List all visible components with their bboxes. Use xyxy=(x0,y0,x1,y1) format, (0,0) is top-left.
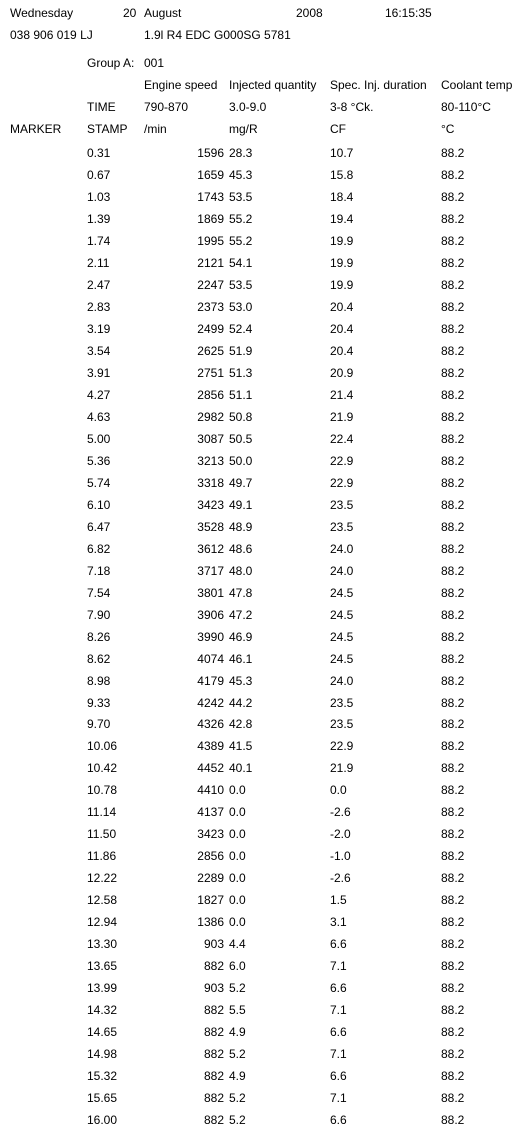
engine-speed-cell: 2289 xyxy=(197,871,224,886)
table-row xyxy=(0,474,520,496)
time-stamp-cell: 6.82 xyxy=(87,541,111,556)
group-value: 001 xyxy=(144,56,165,70)
time-stamp-cell: 8.62 xyxy=(87,651,111,666)
table-row xyxy=(0,847,520,869)
engine-info: 1.9l R4 EDC G000SG 5781 xyxy=(144,28,291,42)
time-stamp-cell: 9.70 xyxy=(87,717,111,732)
injected-qty-cell: 5.5 xyxy=(229,1003,246,1018)
col-inj-duration-unit: CF xyxy=(330,122,346,136)
stamp-header: STAMP xyxy=(87,122,128,136)
coolant-temp-cell: 88.2 xyxy=(441,1003,465,1018)
time-stamp-cell: 13.30 xyxy=(87,937,118,952)
injected-qty-cell: 5.2 xyxy=(229,1047,246,1062)
injected-qty-cell: 40.1 xyxy=(229,761,253,776)
injected-qty-cell: 45.3 xyxy=(229,673,253,688)
injected-qty-cell: 42.8 xyxy=(229,717,253,732)
time-stamp-cell: 5.74 xyxy=(87,475,111,490)
injected-qty-cell: 4.9 xyxy=(229,1069,246,1084)
time-stamp-cell: 14.65 xyxy=(87,1025,118,1040)
time-stamp-cell: 7.90 xyxy=(87,607,111,622)
inj-duration-cell: 24.0 xyxy=(330,541,354,556)
time-stamp-cell: 0.31 xyxy=(87,146,111,160)
table-row xyxy=(0,803,520,825)
engine-speed-cell: 2499 xyxy=(197,321,224,336)
time-stamp-cell: 13.99 xyxy=(87,981,118,996)
injected-qty-cell: 48.6 xyxy=(229,541,253,556)
inj-duration-cell: 20.9 xyxy=(330,365,354,380)
coolant-temp-cell: 88.2 xyxy=(441,849,465,864)
coolant-temp-cell: 88.2 xyxy=(441,871,465,886)
table-row xyxy=(0,1001,520,1023)
injected-qty-cell: 0.0 xyxy=(229,783,246,798)
inj-duration-cell: 0.0 xyxy=(330,783,347,798)
table-row xyxy=(0,672,520,694)
coolant-temp-cell: 88.2 xyxy=(441,937,465,952)
table-row xyxy=(0,891,520,913)
engine-speed-cell: 2373 xyxy=(197,299,224,314)
coolant-temp-cell: 88.2 xyxy=(441,233,465,248)
table-row xyxy=(0,1023,520,1045)
engine-speed-cell: 3906 xyxy=(197,607,224,622)
col-injected-qty-name: Injected quantity xyxy=(229,78,317,92)
injected-qty-cell: 49.7 xyxy=(229,475,253,490)
time-stamp-cell: 1.03 xyxy=(87,189,111,204)
injected-qty-cell: 51.9 xyxy=(229,343,253,358)
engine-speed-cell: 2982 xyxy=(197,409,224,424)
engine-speed-cell: 3213 xyxy=(197,453,224,468)
engine-speed-cell: 4410 xyxy=(197,783,224,798)
coolant-temp-cell: 88.2 xyxy=(441,629,465,644)
coolant-temp-cell: 88.2 xyxy=(441,915,465,930)
injected-qty-cell: 46.9 xyxy=(229,629,253,644)
engine-speed-cell: 2625 xyxy=(197,343,224,358)
inj-duration-cell: 20.4 xyxy=(330,299,354,314)
col-injected-qty-spec: 3.0-9.0 xyxy=(229,100,267,114)
coolant-temp-cell: 88.2 xyxy=(441,651,465,666)
table-row xyxy=(0,144,520,166)
table-row xyxy=(0,869,520,891)
engine-speed-cell: 3612 xyxy=(197,541,224,556)
engine-speed-cell: 3423 xyxy=(197,497,224,512)
inj-duration-cell: 24.5 xyxy=(330,629,354,644)
engine-speed-cell: 2247 xyxy=(197,277,224,292)
time-stamp-cell: 13.65 xyxy=(87,959,118,974)
time-stamp-cell: 4.27 xyxy=(87,387,111,402)
engine-speed-cell: 3801 xyxy=(197,585,224,600)
injected-qty-cell: 4.9 xyxy=(229,1025,246,1040)
engine-speed-cell: 903 xyxy=(203,937,224,952)
coolant-temp-cell: 88.2 xyxy=(441,519,465,534)
table-row xyxy=(0,1089,520,1111)
table-row xyxy=(0,584,520,606)
coolant-temp-cell: 88.2 xyxy=(441,805,465,820)
table-row xyxy=(0,1111,520,1133)
coolant-temp-cell: 88.2 xyxy=(441,167,465,182)
coolant-temp-cell: 88.2 xyxy=(441,827,465,842)
coolant-temp-cell: 88.2 xyxy=(441,387,465,402)
coolant-temp-cell: 88.2 xyxy=(441,1069,465,1084)
inj-duration-cell: 23.5 xyxy=(330,695,354,710)
injected-qty-cell: 48.0 xyxy=(229,563,253,578)
col-engine-speed-spec: 790-870 xyxy=(144,100,189,114)
inj-duration-cell: -2.0 xyxy=(330,827,351,842)
inj-duration-cell: 22.9 xyxy=(330,453,354,468)
inj-duration-cell: -1.0 xyxy=(330,849,351,864)
injected-qty-cell: 0.0 xyxy=(229,805,246,820)
table-row xyxy=(0,166,520,188)
group-label: Group A: xyxy=(87,56,135,70)
time-stamp-cell: 16.00 xyxy=(87,1113,118,1128)
inj-duration-cell: 23.5 xyxy=(330,717,354,732)
engine-speed-cell: 4452 xyxy=(197,761,224,776)
table-row xyxy=(0,518,520,540)
time-stamp-cell: 2.83 xyxy=(87,299,111,314)
table-row xyxy=(0,650,520,672)
coolant-temp-cell: 88.2 xyxy=(441,673,465,688)
col-injected-qty-unit: mg/R xyxy=(229,122,258,136)
table-row xyxy=(0,935,520,957)
table-row xyxy=(0,364,520,386)
time-stamp-cell: 11.86 xyxy=(87,849,117,864)
coolant-temp-cell: 88.2 xyxy=(441,1047,465,1062)
table-row xyxy=(0,188,520,210)
time-stamp-cell: 6.10 xyxy=(87,497,111,512)
injected-qty-cell: 6.0 xyxy=(229,959,246,974)
coolant-temp-cell: 88.2 xyxy=(441,146,465,160)
inj-duration-cell: 6.6 xyxy=(330,1025,347,1040)
coolant-temp-cell: 88.2 xyxy=(441,563,465,578)
injected-qty-cell: 46.1 xyxy=(229,651,253,666)
coolant-temp-cell: 88.2 xyxy=(441,277,465,292)
injected-qty-cell: 0.0 xyxy=(229,849,246,864)
coolant-temp-cell: 88.2 xyxy=(441,761,465,776)
coolant-temp-cell: 88.2 xyxy=(441,981,465,996)
inj-duration-cell: 19.9 xyxy=(330,277,354,292)
inj-duration-cell: 1.5 xyxy=(330,893,347,908)
table-row xyxy=(0,957,520,979)
time-stamp-cell: 3.19 xyxy=(87,321,111,336)
coolant-temp-cell: 88.2 xyxy=(441,717,465,732)
engine-speed-cell: 3318 xyxy=(197,475,224,490)
table-row xyxy=(0,715,520,737)
inj-duration-cell: 24.5 xyxy=(330,607,354,622)
time-stamp-cell: 1.39 xyxy=(87,211,111,226)
table-row xyxy=(0,276,520,298)
coolant-temp-cell: 88.2 xyxy=(441,475,465,490)
inj-duration-cell: 6.6 xyxy=(330,937,347,952)
coolant-temp-cell: 88.2 xyxy=(441,1091,465,1106)
engine-speed-cell: 2121 xyxy=(197,255,224,270)
table-row xyxy=(0,737,520,759)
table-row xyxy=(0,254,520,276)
table-row xyxy=(0,562,520,584)
coolant-temp-cell: 88.2 xyxy=(441,541,465,556)
table-row xyxy=(0,452,520,474)
part-number: 038 906 019 LJ xyxy=(10,28,93,42)
inj-duration-cell: 20.4 xyxy=(330,343,354,358)
injected-qty-cell: 0.0 xyxy=(229,915,246,930)
time-stamp-cell: 14.32 xyxy=(87,1003,118,1018)
injected-qty-cell: 50.0 xyxy=(229,453,253,468)
inj-duration-cell: 7.1 xyxy=(330,959,347,974)
table-row xyxy=(0,979,520,1001)
engine-speed-cell: 882 xyxy=(203,1069,224,1084)
inj-duration-cell: 6.6 xyxy=(330,1069,347,1084)
injected-qty-cell: 47.8 xyxy=(229,585,253,600)
time-stamp-cell: 3.91 xyxy=(87,365,111,380)
time-stamp-cell: 9.33 xyxy=(87,695,111,710)
inj-duration-cell: 7.1 xyxy=(330,1003,347,1018)
inj-duration-cell: 24.5 xyxy=(330,651,354,666)
engine-speed-cell: 4179 xyxy=(197,673,224,688)
month-label: August xyxy=(144,6,182,20)
injected-qty-cell: 51.1 xyxy=(229,387,253,402)
injected-qty-cell: 44.2 xyxy=(229,695,253,710)
time-stamp-cell: 11.50 xyxy=(87,827,117,842)
engine-speed-cell: 1827 xyxy=(197,893,224,908)
table-row xyxy=(0,913,520,935)
engine-speed-cell: 4074 xyxy=(197,651,224,666)
col-inj-duration-name: Spec. Inj. duration xyxy=(330,78,427,92)
injected-qty-cell: 52.4 xyxy=(229,321,253,336)
table-row xyxy=(0,408,520,430)
table-row xyxy=(0,540,520,562)
engine-speed-cell: 882 xyxy=(203,1025,224,1040)
inj-duration-cell: 7.1 xyxy=(330,1091,347,1106)
coolant-temp-cell: 88.2 xyxy=(441,321,465,336)
engine-speed-cell: 882 xyxy=(203,1003,224,1018)
marker-header: MARKER xyxy=(10,122,62,136)
table-row xyxy=(0,386,520,408)
table-row xyxy=(0,298,520,320)
engine-speed-cell: 3528 xyxy=(197,519,224,534)
injected-qty-cell: 49.1 xyxy=(229,497,253,512)
time-stamp-cell: 10.42 xyxy=(87,761,118,776)
coolant-temp-cell: 88.2 xyxy=(441,695,465,710)
time-stamp-cell: 5.36 xyxy=(87,453,111,468)
inj-duration-cell: 15.8 xyxy=(330,167,354,182)
coolant-temp-cell: 88.2 xyxy=(441,893,465,908)
table-row xyxy=(0,606,520,628)
time-label: 16:15:35 xyxy=(385,6,432,20)
coolant-temp-cell: 88.2 xyxy=(441,959,465,974)
coolant-temp-cell: 88.2 xyxy=(441,585,465,600)
inj-duration-cell: 23.5 xyxy=(330,497,354,512)
inj-duration-cell: 6.6 xyxy=(330,981,347,996)
engine-speed-cell: 4326 xyxy=(197,717,224,732)
col-coolant-unit: °C xyxy=(441,122,455,136)
injected-qty-cell: 50.5 xyxy=(229,431,253,446)
inj-duration-cell: 24.0 xyxy=(330,563,354,578)
engine-speed-cell: 2856 xyxy=(197,849,224,864)
inj-duration-cell: -2.6 xyxy=(330,805,351,820)
time-stamp-cell: 12.58 xyxy=(87,893,118,908)
engine-speed-cell: 3087 xyxy=(197,431,224,446)
inj-duration-cell: 19.9 xyxy=(330,233,354,248)
inj-duration-cell: 18.4 xyxy=(330,189,354,204)
coolant-temp-cell: 88.2 xyxy=(441,607,465,622)
injected-qty-cell: 55.2 xyxy=(229,211,253,226)
engine-speed-cell: 3423 xyxy=(197,827,224,842)
time-header: TIME xyxy=(87,100,116,114)
engine-speed-cell: 3990 xyxy=(197,629,224,644)
table-row xyxy=(0,781,520,803)
time-stamp-cell: 2.11 xyxy=(87,255,110,270)
engine-speed-cell: 882 xyxy=(203,1047,224,1062)
injected-qty-cell: 5.2 xyxy=(229,1091,246,1106)
coolant-temp-cell: 88.2 xyxy=(441,783,465,798)
coolant-temp-cell: 88.2 xyxy=(441,497,465,512)
coolant-temp-cell: 88.2 xyxy=(441,255,465,270)
table-row xyxy=(0,1067,520,1089)
coolant-temp-cell: 88.2 xyxy=(441,189,465,204)
time-stamp-cell: 10.06 xyxy=(87,739,118,754)
engine-speed-cell: 2856 xyxy=(197,387,224,402)
table-row xyxy=(0,342,520,364)
inj-duration-cell: 6.6 xyxy=(330,1113,347,1128)
injected-qty-cell: 48.9 xyxy=(229,519,253,534)
injected-qty-cell: 53.5 xyxy=(229,189,253,204)
col-engine-speed-name: Engine speed xyxy=(144,78,218,92)
inj-duration-cell: 21.4 xyxy=(330,387,354,402)
inj-duration-cell: 22.4 xyxy=(330,431,354,446)
table-row xyxy=(0,430,520,452)
table-row xyxy=(0,232,520,254)
injected-qty-cell: 54.1 xyxy=(229,255,253,270)
engine-speed-cell: 882 xyxy=(203,1113,224,1128)
injected-qty-cell: 47.2 xyxy=(229,607,253,622)
engine-speed-cell: 4137 xyxy=(197,805,224,820)
time-stamp-cell: 12.94 xyxy=(87,915,118,930)
time-stamp-cell: 8.26 xyxy=(87,629,111,644)
time-stamp-cell: 3.54 xyxy=(87,343,111,358)
col-coolant-name: Coolant temp xyxy=(441,78,513,92)
time-stamp-cell: 7.54 xyxy=(87,585,111,600)
col-inj-duration-spec: 3-8 °Ck. xyxy=(330,100,374,114)
injected-qty-cell: 53.5 xyxy=(229,277,253,292)
time-stamp-cell: 5.00 xyxy=(87,431,111,446)
injected-qty-cell: 4.4 xyxy=(229,937,246,952)
table-row xyxy=(0,1045,520,1067)
time-stamp-cell: 14.98 xyxy=(87,1047,118,1062)
table-row xyxy=(0,694,520,716)
inj-duration-cell: 22.9 xyxy=(330,739,354,754)
injected-qty-cell: 41.5 xyxy=(229,739,253,754)
time-stamp-cell: 4.63 xyxy=(87,409,111,424)
engine-speed-cell: 1995 xyxy=(197,233,224,248)
time-stamp-cell: 7.18 xyxy=(87,563,111,578)
time-stamp-cell: 12.22 xyxy=(87,871,118,886)
engine-speed-cell: 1743 xyxy=(197,189,224,204)
date-number: 20 xyxy=(123,6,137,20)
time-stamp-cell: 2.47 xyxy=(87,277,111,292)
time-stamp-cell: 15.32 xyxy=(87,1069,118,1084)
table-row xyxy=(0,496,520,518)
table-row xyxy=(0,628,520,650)
inj-duration-cell: 7.1 xyxy=(330,1047,347,1062)
year-label: 2008 xyxy=(296,6,323,20)
inj-duration-cell: 21.9 xyxy=(330,761,354,776)
coolant-temp-cell: 88.2 xyxy=(441,739,465,754)
time-stamp-cell: 15.65 xyxy=(87,1091,118,1106)
inj-duration-cell: 24.5 xyxy=(330,585,354,600)
injected-qty-cell: 0.0 xyxy=(229,893,246,908)
table-row xyxy=(0,825,520,847)
day-label: Wednesday xyxy=(10,6,74,20)
table-row xyxy=(0,210,520,232)
coolant-temp-cell: 88.2 xyxy=(441,409,465,424)
coolant-temp-cell: 88.2 xyxy=(441,299,465,314)
engine-speed-cell: 1386 xyxy=(197,915,224,930)
injected-qty-cell: 50.8 xyxy=(229,409,253,424)
time-stamp-cell: 0.67 xyxy=(87,167,111,182)
coolant-temp-cell: 88.2 xyxy=(441,365,465,380)
injected-qty-cell: 0.0 xyxy=(229,827,246,842)
injected-qty-cell: 5.2 xyxy=(229,981,246,996)
table-row xyxy=(0,320,520,342)
engine-speed-cell: 4242 xyxy=(197,695,224,710)
col-coolant-spec: 80-110°C xyxy=(441,100,491,114)
engine-speed-cell: 2751 xyxy=(197,365,224,380)
time-stamp-cell: 8.98 xyxy=(87,673,111,688)
engine-speed-cell: 1659 xyxy=(197,167,224,182)
coolant-temp-cell: 88.2 xyxy=(441,1025,465,1040)
coolant-temp-cell: 88.2 xyxy=(441,431,465,446)
engine-speed-cell: 1596 xyxy=(197,146,224,160)
injected-qty-cell: 51.3 xyxy=(229,365,253,380)
engine-speed-cell: 903 xyxy=(203,981,224,996)
injected-qty-cell: 55.2 xyxy=(229,233,253,248)
col-engine-speed-unit: /min xyxy=(144,122,167,136)
engine-speed-cell: 3717 xyxy=(197,563,224,578)
injected-qty-cell: 0.0 xyxy=(229,871,246,886)
injected-qty-cell: 5.2 xyxy=(229,1113,246,1128)
time-stamp-cell: 6.47 xyxy=(87,519,111,534)
coolant-temp-cell: 88.2 xyxy=(441,343,465,358)
coolant-temp-cell: 88.2 xyxy=(441,453,465,468)
engine-speed-cell: 882 xyxy=(203,1091,224,1106)
engine-speed-cell: 882 xyxy=(203,959,224,974)
engine-speed-cell: 4389 xyxy=(197,739,224,754)
inj-duration-cell: 23.5 xyxy=(330,519,354,534)
time-stamp-cell: 10.78 xyxy=(87,783,118,798)
coolant-temp-cell: 88.2 xyxy=(441,1113,465,1128)
coolant-temp-cell: 88.2 xyxy=(441,211,465,226)
inj-duration-cell: 21.9 xyxy=(330,409,354,424)
injected-qty-cell: 28.3 xyxy=(229,146,253,160)
inj-duration-cell: 3.1 xyxy=(330,915,347,930)
injected-qty-cell: 53.0 xyxy=(229,299,253,314)
inj-duration-cell: 24.0 xyxy=(330,673,354,688)
inj-duration-cell: 19.9 xyxy=(330,255,354,270)
engine-speed-cell: 1869 xyxy=(197,211,224,226)
time-stamp-cell: 11.14 xyxy=(87,805,117,820)
injected-qty-cell: 45.3 xyxy=(229,167,253,182)
time-stamp-cell: 1.74 xyxy=(87,233,111,248)
inj-duration-cell: 20.4 xyxy=(330,321,354,336)
inj-duration-cell: 22.9 xyxy=(330,475,354,490)
inj-duration-cell: 19.4 xyxy=(330,211,354,226)
table-row xyxy=(0,759,520,781)
inj-duration-cell: 10.7 xyxy=(330,146,354,160)
inj-duration-cell: -2.6 xyxy=(330,871,351,886)
